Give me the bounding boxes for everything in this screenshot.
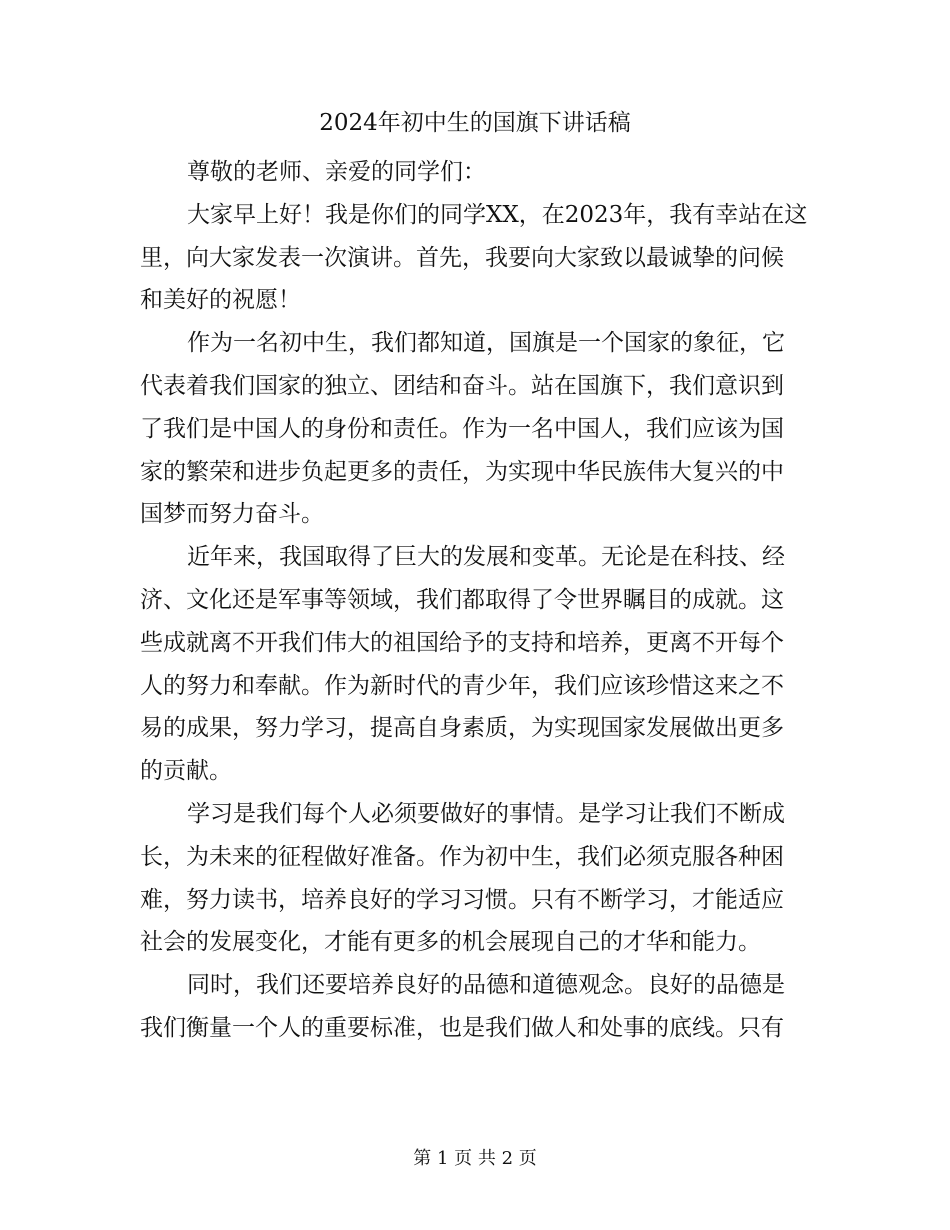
paragraph-line: 些成就离不开我们伟大的祖国给予的支持和培养，更离不开每个 [140,629,784,656]
paragraph-line: 和美好的祝愿！ [140,287,301,314]
page-number-footer: 第 1 页 共 2 页 [413,1148,537,1169]
paragraph-line: 了我们是中国人的身份和责任。作为一名中国人，我们应该为国 [140,415,784,442]
paragraph-line: 易的成果，努力学习，提高自身素质，为实现国家发展做出更多 [140,715,784,742]
paragraph-line: 我们衡量一个人的重要标准，也是我们做人和处事的底线。只有 [140,1014,784,1041]
paragraph-line: 社会的发展变化，才能有更多的机会展现自己的才华和能力。 [140,929,761,956]
paragraph-line: 近年来，我国取得了巨大的发展和变革。无论是在科技、经 [187,544,785,571]
document-title: 2024年初中生的国旗下讲话稿 [319,110,631,136]
paragraph-line: 学习是我们每个人必须要做好的事情。是学习让我们不断成 [187,800,785,827]
paragraph-line: 家的繁荣和进步负起更多的责任，为实现中华民族伟大复兴的中 [140,458,784,485]
document-body [140,151,820,1050]
paragraph-line: 里，向大家发表一次演讲。首先，我要向大家致以最诚挚的问候 [140,244,784,271]
paragraph-line: 国梦而努力奋斗。 [140,501,324,528]
paragraph-line: 代表着我们国家的独立、团结和奋斗。站在国旗下，我们意识到 [140,372,784,399]
salutation-line: 尊敬的老师、亲爱的同学们： [187,159,486,185]
paragraph-line: 人的努力和奉献。作为新时代的青少年，我们应该珍惜这来之不 [140,672,784,699]
paragraph-line: 难，努力读书，培养良好的学习习惯。只有不断学习，才能适应 [140,886,784,913]
paragraph-line: 同时，我们还要培养良好的品德和道德观念。良好的品德是 [187,972,785,999]
paragraph-line: 大家早上好！我是你们的同学XX，在2023年，我有幸站在这 [187,201,808,228]
paragraph-line: 济、文化还是军事等领域，我们都取得了令世界瞩目的成就。这 [140,586,784,613]
paragraph-line: 的贡献。 [140,758,232,785]
paragraph-line: 长，为未来的征程做好准备。作为初中生，我们必须克服各种困 [140,843,784,870]
paragraph-line: 作为一名初中生，我们都知道，国旗是一个国家的象征，它 [187,330,785,357]
